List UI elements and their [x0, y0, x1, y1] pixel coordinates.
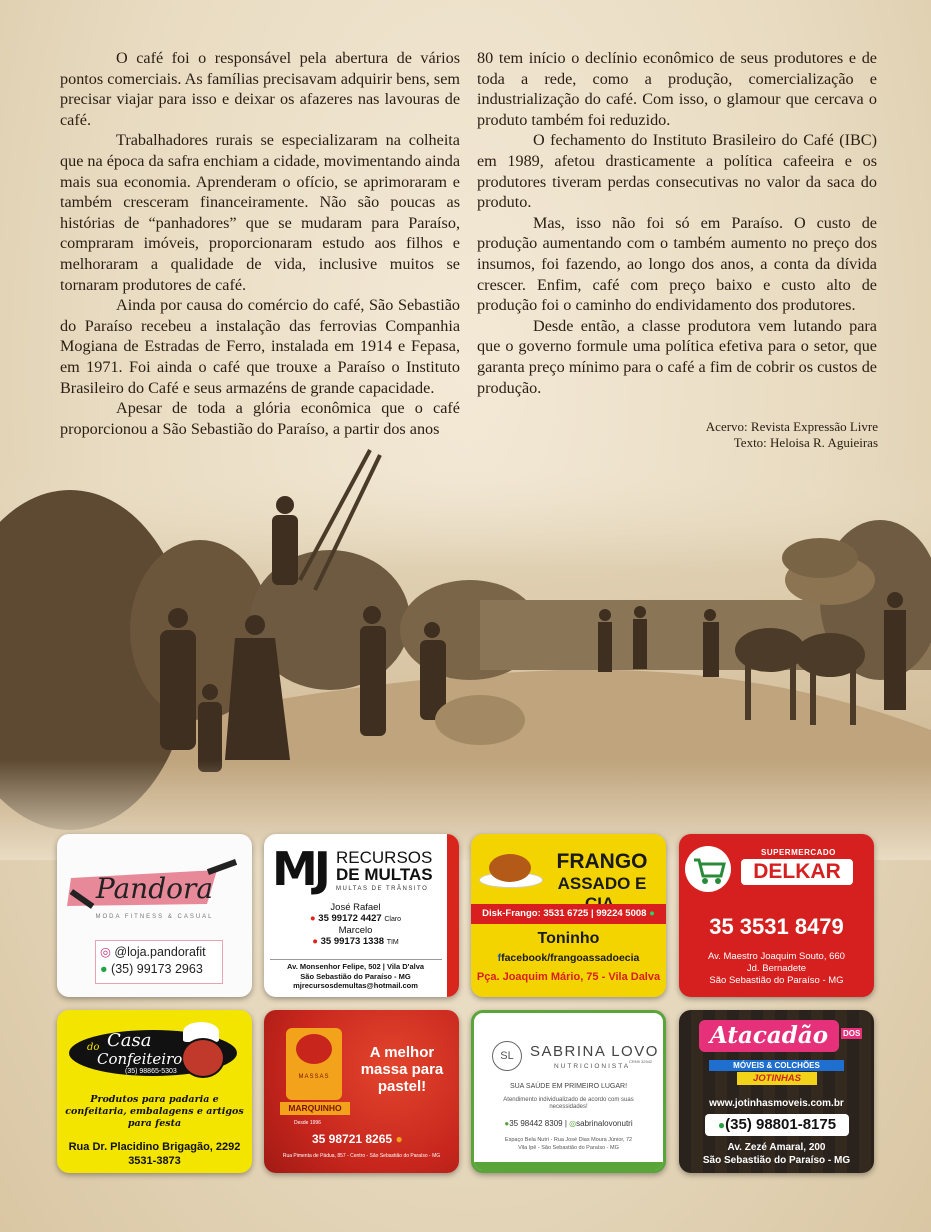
marquinho-phone: 35 98721 8265	[312, 1132, 393, 1146]
ad-frango-assado[interactable]	[471, 834, 666, 997]
paragraph: 80 tem início o declínio econômico de seus produtores e de toda a rede, como a produção, comercialização e industrialização do café. Com isso, o glamour que cercava o produto também foi reduzido.	[477, 49, 877, 129]
article-column-right	[477, 48, 877, 398]
sabrina-city: Vila Ipê - São Sebastião do Paraíso - MG	[518, 1145, 619, 1151]
atacadao-sub: MÓVEIS & COLCHÕES	[709, 1060, 844, 1071]
marquinho-brand: MARQUINHO	[280, 1102, 350, 1115]
frango-title-1: FRANGO	[556, 850, 648, 873]
whatsapp-icon: ●	[100, 962, 108, 976]
delkar-address-1: Av. Maestro Joaquim Souto, 660	[708, 951, 845, 962]
red-stripe	[447, 834, 459, 997]
sabrina-description: Atendimento individualizado de acordo com suas necessidades!	[503, 1097, 634, 1110]
ad-mj-recursos[interactable]	[264, 834, 459, 997]
marquinho-address: Rua Pimenta de Pádua, 857 - Centro - São Sebastião do Paraíso - MG	[282, 1153, 441, 1159]
atacadao-phone: (35) 98801-8175	[725, 1116, 837, 1133]
marquinho-brand-top: MASSAS	[298, 1074, 330, 1080]
paragraph: O café foi o responsável pela abertura de vários pontos comerciais. As famílias precisavam adquirir bens, sem precisar viajar para isso e deixar os afazeres nas lavouras de café.	[60, 49, 460, 129]
mj-operator-1: Claro	[384, 916, 402, 923]
sabrina-role: NUTRICIONISTA	[554, 1063, 631, 1070]
paragraph: O fechamento do Instituto Brasileiro do Café (IBC) em 1989, afetou drasticamente a política cafeeira e os produtores tiveram perdas consecutivas no valor da saca do produto.	[477, 131, 877, 212]
mj-email: mjrecursosdemultas@hotmail.com	[293, 981, 418, 990]
paragraph: Ainda por causa do comércio do café, São Sebastião do Paraíso recebeu a instalação das ferrovias Companhia Mogiana de Estradas de Ferro, instalada em 1914 e Fepasa, em 1971. Foi ainda o café que trouxe a Paraíso o Instituto Brasileiro do Café e seus armazéns de grande capacidade.	[60, 296, 460, 397]
historical-coffee-harvest-photo	[0, 430, 931, 860]
paragraph: Desde então, a classe produtora vem lutando para que o governo formule uma política efetiva para o setor, que garanta preço mínimo para o café a fim de cobrir os custos de produção.	[477, 316, 877, 397]
casa-title-2: do	[87, 1042, 100, 1053]
article-column-left	[60, 48, 460, 439]
ad-delkar[interactable]	[679, 834, 874, 997]
mj-city: São Sebastião do Paraíso - MG	[300, 971, 411, 981]
instagram-icon: ◎	[569, 1119, 577, 1128]
pandora-instagram: @loja.pandorafit	[114, 945, 206, 959]
ad-casa-do-confeiteiro[interactable]	[57, 1010, 252, 1173]
atacadao-logo: Atacadão	[699, 1020, 839, 1052]
shopping-cart-icon	[685, 846, 731, 892]
casa-phone-small: (35) 98865-5303	[125, 1068, 177, 1075]
ad-sabrina-lovo[interactable]: SL SABRINA LOVO CRN9 32942 NUTRICIONISTA SUA SAÚDE EM PRIMEIRO LUGAR! Atendimento individualizado de acordo com suas necessidades! ●35 98442 8309 | ◎sabrinalovonutri Espaço Bela Nutri - Rua José Dias Moura Júnior, 72 Vila Ipê - São Sebastião do Paraíso - MG	[471, 1010, 666, 1173]
delkar-super-label: SUPERMERCADO	[761, 848, 836, 857]
casa-address: Rua Dr. Placidino Brigagão, 2292	[68, 1141, 241, 1153]
paragraph: Trabalhadores rurais se especializaram na colheita que na época da safra enchiam a cidade, movimentando ainda mais sua economia. Aprenderam o ofício, se aprimoraram e também cresceram financeiramente. Não são poucas as histórias de “panhadores” que se mudaram para Paraíso, compraram imóveis, proporcionaram estudo aos filhos e melhoraram a qualidade de vida, inclusive muitos se tornaram produtores de café.	[60, 131, 461, 294]
mj-address: Av. Monsenhor Felipe, 502 | Vila D'alva	[286, 962, 425, 971]
divider	[270, 959, 442, 960]
chef-mascot-icon	[175, 1022, 225, 1076]
frango-phones: Disk-Frango: 3531 6725 | 99224 5008	[482, 908, 647, 919]
delkar-phone: 35 3531 8479	[709, 914, 844, 939]
sabrina-name: SABRINA LOVO	[530, 1043, 659, 1060]
whatsapp-icon: ●	[309, 913, 316, 924]
pandora-tagline: MODA FITNESS & CASUAL	[95, 914, 214, 920]
frango-facebook: facebook/frangoassadoecia	[501, 952, 640, 964]
atacadao-dos: DOS	[843, 1029, 861, 1038]
marquinho-since: Desde 1996	[294, 1120, 321, 1126]
mj-title-2: DE MULTAS	[336, 865, 433, 884]
mj-tagline: MULTAS DE TRÂNSITO	[336, 886, 429, 892]
mj-operator-2: TIM	[386, 939, 399, 946]
whatsapp-icon: ●	[649, 908, 655, 919]
casa-description: Produtos para padaria e confeitaria, embalagens e artigos para festa	[65, 1094, 244, 1129]
facebook-icon: f	[497, 952, 502, 964]
marquinho-logo	[286, 1028, 342, 1100]
pandora-contact-box	[95, 940, 223, 984]
mj-phone-1: 35 99172 4427	[318, 913, 382, 924]
mj-address-block	[264, 962, 447, 991]
atacadao-city: São Sebastião do Paraíso - MG	[702, 1155, 851, 1166]
delkar-address-2: Jd. Bernadete	[746, 963, 807, 974]
frango-owner: Toninho	[537, 930, 600, 947]
whatsapp-icon: ●	[504, 1119, 510, 1128]
casa-title-3: Confeiteiro	[97, 1050, 183, 1068]
delkar-address-3: São Sebastião do Paraíso - MG	[709, 975, 844, 986]
mj-person-2: Marcelo	[338, 925, 373, 936]
sabrina-instagram: sabrinalovonutri	[576, 1119, 633, 1128]
green-stripe	[474, 1162, 663, 1170]
pandora-phone: (35) 99173 2963	[111, 962, 203, 976]
pandora-logo: Pandora	[95, 872, 214, 905]
instagram-icon: ◎	[100, 945, 111, 959]
frango-phone-bar	[471, 904, 666, 924]
ad-massas-marquinho[interactable]	[264, 1010, 459, 1173]
credit-source: Acervo: Revista Expressão Livre	[705, 419, 878, 434]
ad-pandora[interactable]	[57, 834, 252, 997]
mj-logo: MJ	[272, 842, 327, 896]
paragraph: Apesar de toda a glória econômica que o café proporcionou a São Sebastião do Paraíso, a partir dos anos	[60, 399, 460, 438]
whatsapp-icon: ●	[717, 1118, 726, 1132]
mj-contacts	[264, 902, 447, 948]
mj-phone-2: 35 99173 1338	[320, 936, 385, 947]
mj-person-1: José Rafael	[330, 902, 381, 913]
delkar-logo: DELKAR	[741, 859, 853, 885]
marquinho-slogan: A melhor massa para pastel!	[360, 1044, 444, 1095]
atacadao-brand: JOTINHAS	[737, 1072, 817, 1085]
sabrina-slogan: SUA SAÚDE EM PRIMEIRO LUGAR!	[509, 1083, 628, 1090]
ad-atacadao-moveis[interactable]	[679, 1010, 874, 1173]
delkar-address-block	[679, 951, 874, 987]
sabrina-crn: CRN9 32942	[629, 1059, 653, 1064]
casa-title-1: Casa	[107, 1030, 152, 1051]
sabrina-address: Espaço Bela Nutri - Rua José Dias Moura Júnior, 72	[504, 1137, 633, 1143]
atacadao-website: www.jotinhasmoveis.com.br	[709, 1098, 844, 1109]
casa-phone: 3531-3873	[128, 1155, 181, 1167]
frango-title-2: ASSADO E	[557, 874, 647, 893]
credit-author: Texto: Heloisa R. Aguieiras	[733, 435, 878, 450]
sl-monogram: SL	[492, 1041, 522, 1071]
atacadao-address: Av. Zezé Amaral, 200	[727, 1142, 826, 1153]
whatsapp-icon: ●	[395, 1132, 403, 1146]
paragraph: Mas, isso não foi só em Paraíso. O custo de produção aumentando com o também aumento no preço dos insumos, foi fazendo, ao longo dos anos, a conta da dívida crescer. Enfim, café com preço baixo e custo alto de produção foi o caminho do endividamento dos produtores.	[477, 213, 877, 315]
roast-chicken-icon	[479, 848, 541, 888]
whatsapp-icon: ●	[312, 936, 318, 947]
sabrina-phone: 35 98442 8309	[509, 1119, 563, 1128]
mj-title-1: RECURSOS	[336, 848, 433, 867]
frango-address: Pça. Joaquim Mário, 75 - Vila Dalva	[476, 971, 661, 983]
